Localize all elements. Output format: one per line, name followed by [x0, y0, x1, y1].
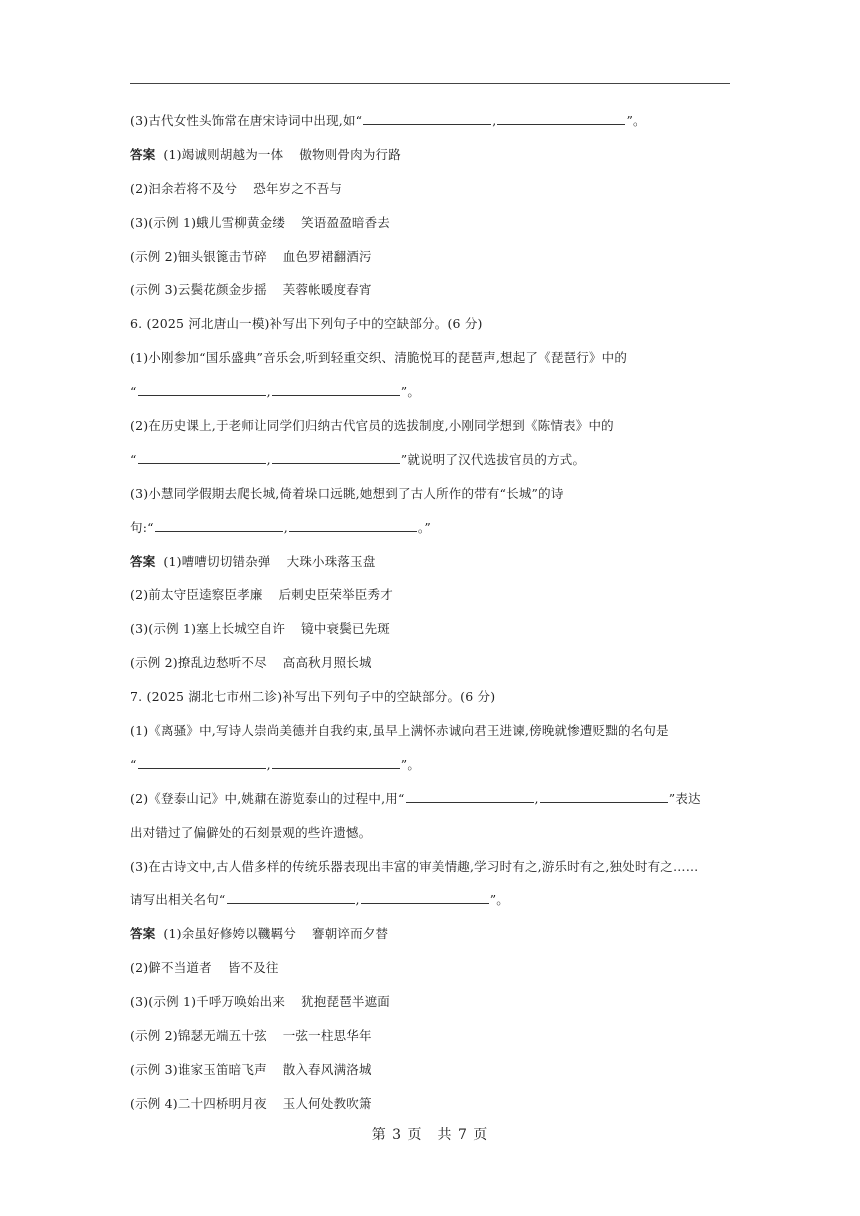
answer-text: 一弦一柱思华年 — [282, 1028, 372, 1044]
q6-answer-line-3 — [130, 619, 730, 653]
answer-text: (示例 2)钿头银篦击节碎 — [130, 248, 267, 264]
q5-answer-line-1 — [130, 145, 730, 179]
answer-text: 玉人何处教吹箫 — [282, 1095, 372, 1111]
answer-text: 傲物则骨肉为行路 — [299, 146, 401, 162]
q7-answer-line-2 — [130, 958, 730, 992]
answer-text: 散入春风满洛城 — [282, 1061, 372, 1077]
q5-answer-line-4 — [130, 247, 730, 281]
q6-title: 6. (2025 河北唐山一模)补写出下列句子中的空缺部分。(6 分) — [130, 316, 483, 332]
quote-mark: 。” — [417, 519, 431, 535]
answer-text: 血色罗裙翻酒污 — [282, 248, 372, 264]
q6-answer-line-2 — [130, 585, 730, 619]
quote-mark: “ — [130, 756, 137, 772]
answer-text: 镜中衰鬓已先斑 — [301, 621, 390, 637]
answer-text: (2)僻不当道者 — [130, 960, 212, 976]
q7-part1-blanks — [130, 755, 730, 789]
q7-title: 7. (2025 湖北七市州二诊)补写出下列句子中的空缺部分。(6 分) — [130, 689, 496, 705]
prompt-text: ”就说明了汉代选拔官员的方式。 — [400, 451, 586, 467]
answer-blank — [272, 383, 400, 396]
q7-part1-prompt: (1)《离骚》中,写诗人崇尚美德并自我约束,虽早上满怀赤诚向君王进谏,傍晚就惨遭贬黜的名句是 — [130, 723, 669, 739]
q7-part2-cont: 出对错过了偏僻处的石刻景观的些许遗憾。 — [130, 824, 372, 840]
q6-part3-prompt: (3)小慧同学假期去爬长城,倚着垛口远眺,她想到了古人所作的带有“长城”的诗 — [130, 485, 564, 501]
answer-text: 笑语盈盈暗香去 — [301, 214, 390, 230]
q7-part2-prompt — [130, 789, 730, 823]
answer-blank — [155, 519, 283, 532]
q7-answer-line-1 — [130, 924, 730, 958]
answer-blank — [540, 790, 668, 803]
quote-mark: ”。 — [400, 756, 421, 772]
answer-text: (示例 2)撩乱边愁听不尽 — [130, 655, 267, 671]
separator: , — [492, 113, 497, 128]
answer-text: (示例 3)云鬓花颜金步摇 — [130, 282, 267, 298]
q6-part2-prompt: (2)在历史课上,于老师让同学们归纳古代官员的选拔制度,小刚同学想到《陈情表》中的 — [130, 418, 614, 434]
separator: , — [266, 451, 271, 467]
quote-mark: ”。 — [400, 384, 421, 400]
answer-blank — [138, 383, 266, 396]
q7-answer-line-3 — [130, 992, 730, 1026]
separator: , — [534, 790, 539, 806]
answer-text: (示例 2)锦瑟无端五十弦 — [130, 1028, 267, 1044]
answer-text: (2)前太守臣逵察臣孝廉 — [130, 587, 263, 603]
answer-text: 犹抱琵琶半遮面 — [301, 994, 390, 1010]
q5-answer-line-2 — [130, 179, 730, 213]
q6-answer-line-1 — [130, 552, 730, 586]
q7-answer-line-6 — [130, 1094, 730, 1128]
q6-part1-prompt: (1)小刚参加“国乐盛典”音乐会,听到轻重交织、清脆悦耳的琵琶声,想起了《琵琶行》中的 — [130, 350, 628, 366]
q7-part3-blanks — [130, 890, 730, 924]
answer-blank — [363, 112, 491, 125]
separator: , — [266, 756, 271, 772]
answer-text: 恐年岁之不吾与 — [253, 180, 343, 196]
answer-text: (1)余虽好修姱以鞿羁兮 — [163, 926, 297, 942]
answer-blank — [497, 112, 625, 125]
answer-blank — [272, 756, 400, 769]
answer-blank — [406, 790, 534, 803]
prompt-text: 请写出相关名句“ — [130, 892, 226, 908]
page-content — [130, 111, 730, 1128]
answer-text: (示例 3)谁家玉笛暗飞声 — [130, 1061, 267, 1077]
answer-text: (示例 4)二十四桥明月夜 — [130, 1095, 267, 1111]
answer-text: 大珠小珠落玉盘 — [286, 553, 376, 569]
separator: , — [355, 892, 360, 908]
prompt-text: 句:“ — [130, 519, 154, 535]
prompt-text: (2)《登泰山记》中,姚鼐在游览泰山的过程中,用“ — [130, 790, 405, 806]
answer-text: 芙蓉帐暖度春宵 — [282, 282, 372, 298]
q5-answer-line-5 — [130, 280, 730, 314]
answer-text: 謇朝谇而夕替 — [312, 926, 389, 942]
q6-part2-blanks — [130, 450, 730, 484]
answer-text: 后刺史臣荣举臣秀才 — [278, 587, 393, 603]
prompt-text: ”。 — [626, 113, 646, 128]
answer-text: (3)(示例 1)蛾儿雪柳黄金缕 — [130, 214, 286, 230]
q7-answer-line-5 — [130, 1060, 730, 1094]
quote-mark: “ — [130, 451, 137, 467]
answer-blank — [289, 519, 417, 532]
q7-answer-line-4 — [130, 1026, 730, 1060]
answer-label: 答案 — [130, 553, 156, 569]
prompt-text: (3)古代女性头饰常在唐宋诗词中出现,如“ — [130, 113, 363, 128]
answer-text: (1)嘈嘈切切错杂弹 — [163, 553, 271, 569]
answer-text: (1)竭诚则胡越为一体 — [163, 146, 284, 162]
answer-blank — [272, 451, 400, 464]
q7-part3-prompt: (3)在古诗文中,古人借多样的传统乐器表现出丰富的审美情趣,学习时有之,游乐时有之,独处时有之…… — [130, 858, 699, 874]
header-rule — [130, 83, 730, 84]
answer-blank — [361, 891, 489, 904]
answer-label: 答案 — [130, 926, 156, 942]
separator: , — [266, 384, 271, 400]
q6-answer-line-4 — [130, 653, 730, 687]
answer-text: (3)(示例 1)塞上长城空自许 — [130, 621, 286, 637]
q6-part1-blanks — [130, 382, 730, 416]
page-number: 第 3 页 共 7 页 — [371, 1127, 489, 1143]
prompt-text: ”。 — [489, 892, 509, 908]
prompt-text: ”表达 — [668, 790, 701, 806]
answer-blank — [138, 756, 266, 769]
q5-answer-line-3 — [130, 213, 730, 247]
separator: , — [283, 519, 288, 535]
answer-blank — [227, 891, 355, 904]
answer-text: 皆不及往 — [227, 960, 279, 976]
answer-text: (3)(示例 1)千呼万唤始出来 — [130, 994, 286, 1010]
q6-part3-blanks — [130, 518, 730, 552]
answer-text: (2)汩余若将不及兮 — [130, 180, 238, 196]
answer-text: 高高秋月照长城 — [282, 655, 372, 671]
answer-blank — [138, 451, 266, 464]
q5-part3-prompt — [130, 111, 730, 145]
answer-label: 答案 — [130, 146, 156, 162]
quote-mark: “ — [130, 384, 137, 400]
